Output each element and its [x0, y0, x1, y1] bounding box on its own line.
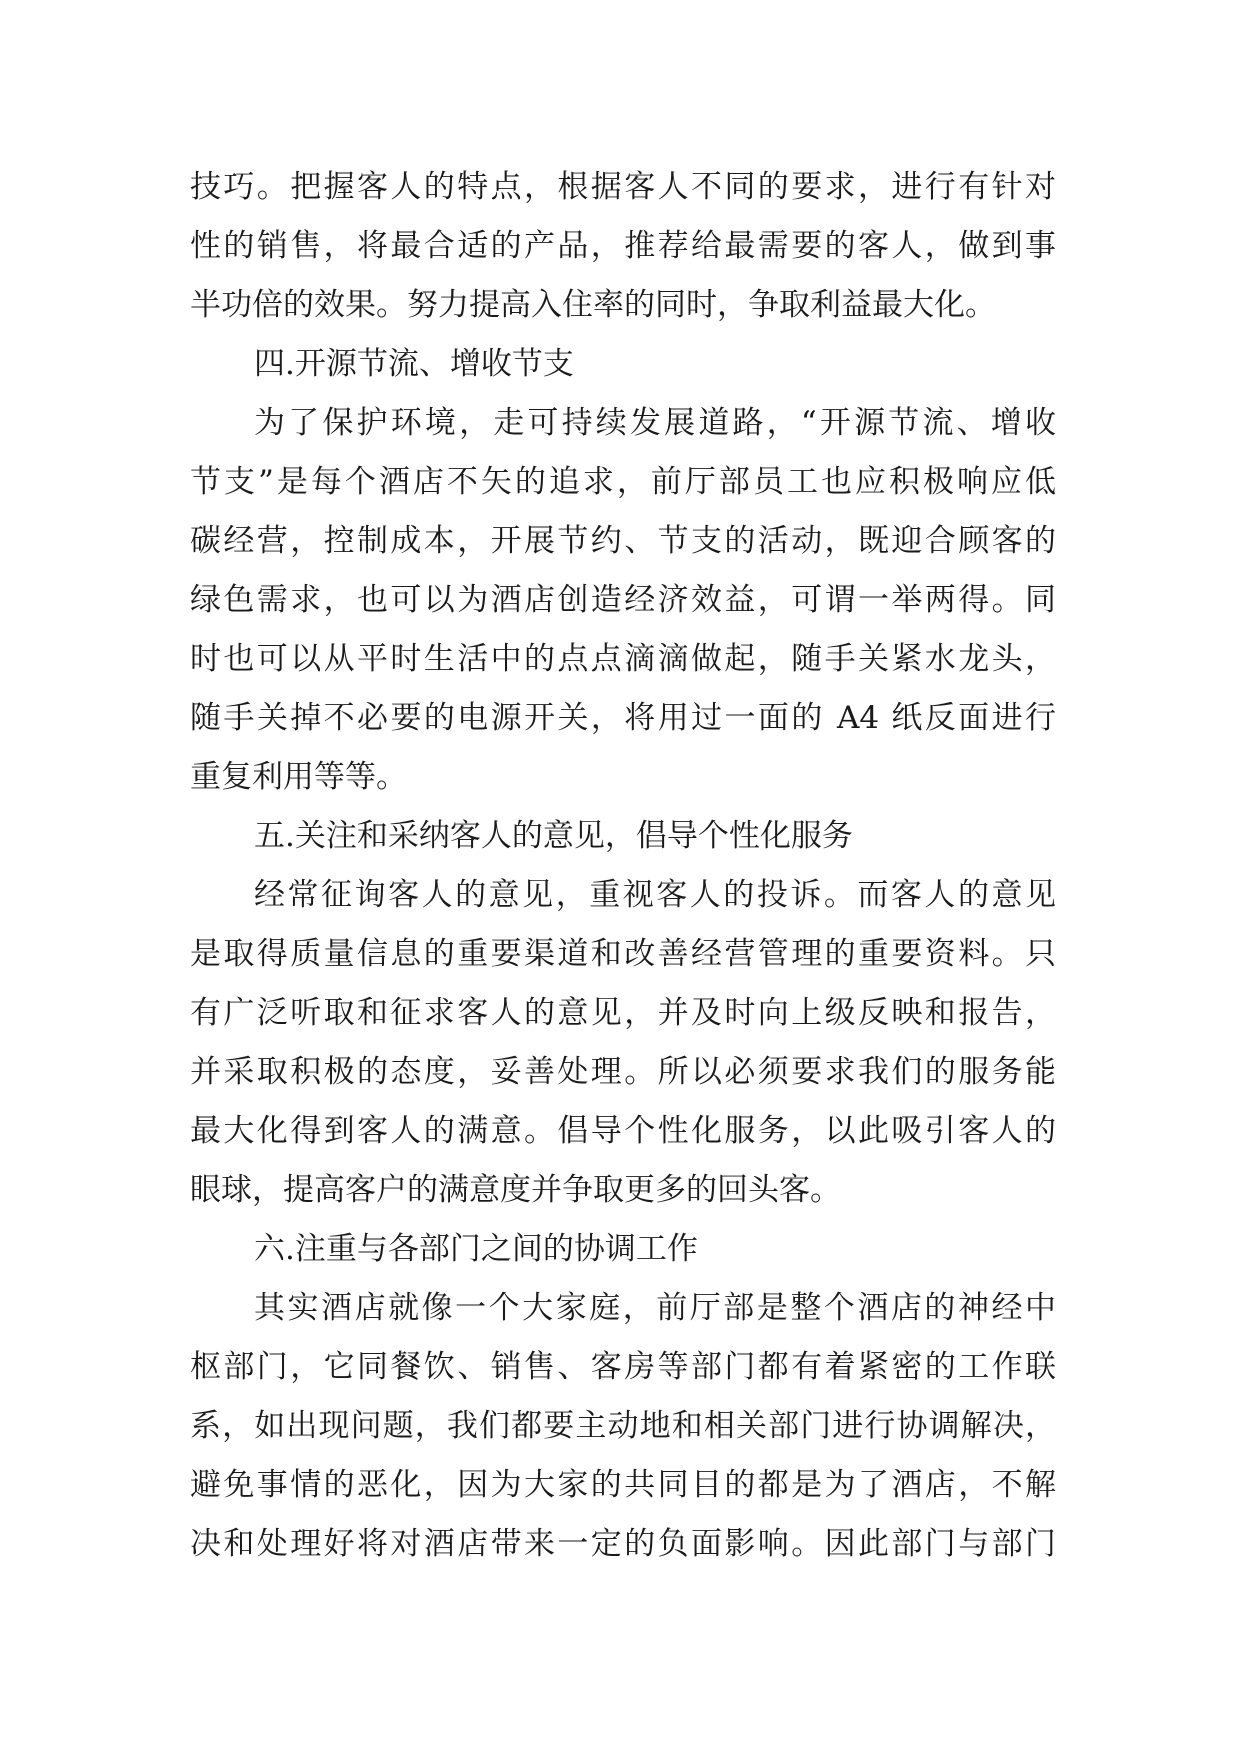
text-line: 绿色需求，也可以为酒店创造经济效益，可谓一举两得。同	[190, 582, 1056, 618]
text-line: 半功倍的效果。努力提高入住率的同时，争取利益最大化。	[190, 287, 996, 323]
text-line: 为了保护环境，走可持续发展道路，“开源节流、增收	[254, 405, 1056, 441]
text-line: 是取得质量信息的重要渠道和改善经营管理的重要资料。只	[190, 936, 1056, 972]
text-line: 性的销售，将最合适的产品，推荐给最需要的客人，做到事	[190, 228, 1056, 264]
text-line: 其实酒店就像一个大家庭，前厅部是整个酒店的神经中	[254, 1290, 1056, 1326]
text-line: 时也可以从平时生活中的点点滴滴做起，随手关紧水龙头，	[190, 641, 1056, 677]
text-line: 最大化得到客人的满意。倡导个性化服务，以此吸引客人的	[190, 1113, 1056, 1149]
text-line: 眼球，提高客户的满意度并争取更多的回头客。	[190, 1172, 841, 1208]
text-line: 随手关掉不必要的电源开关，将用过一面的 A4 纸反面进行	[190, 700, 1056, 736]
text-line: 有广泛听取和征求客人的意见，并及时向上级反映和报告，	[190, 995, 1056, 1031]
section-heading: 六.注重与各部门之间的协调工作	[254, 1231, 698, 1267]
text-line: 碳经营，控制成本，开展节约、节支的活动，既迎合顾客的	[190, 523, 1056, 559]
text-line: 技巧。把握客人的特点，根据客人不同的要求，进行有针对	[190, 169, 1056, 205]
text-line: 决和处理好将对酒店带来一定的负面影响。因此部门与部门	[190, 1526, 1056, 1562]
text-line: 重复利用等等。	[190, 759, 407, 795]
document-body	[190, 158, 1056, 1574]
section-heading: 四.开源节流、增收节支	[254, 346, 574, 382]
section-heading: 五.关注和采纳客人的意见，倡导个性化服务	[254, 818, 853, 854]
text-line: 并采取积极的态度，妥善处理。所以必须要求我们的服务能	[190, 1054, 1056, 1090]
text-line: 枢部门，它同餐饮、销售、客房等部门都有着紧密的工作联	[190, 1349, 1056, 1385]
text-line: 经常征询客人的意见，重视客人的投诉。而客人的意见	[254, 877, 1056, 913]
text-line: 避免事情的恶化，因为大家的共同目的都是为了酒店，不解	[190, 1467, 1056, 1503]
text-line: 系，如出现问题，我们都要主动地和相关部门进行协调解决，	[190, 1408, 1056, 1444]
text-line: 节支”是每个酒店不矢的追求，前厅部员工也应积极响应低	[190, 464, 1056, 500]
